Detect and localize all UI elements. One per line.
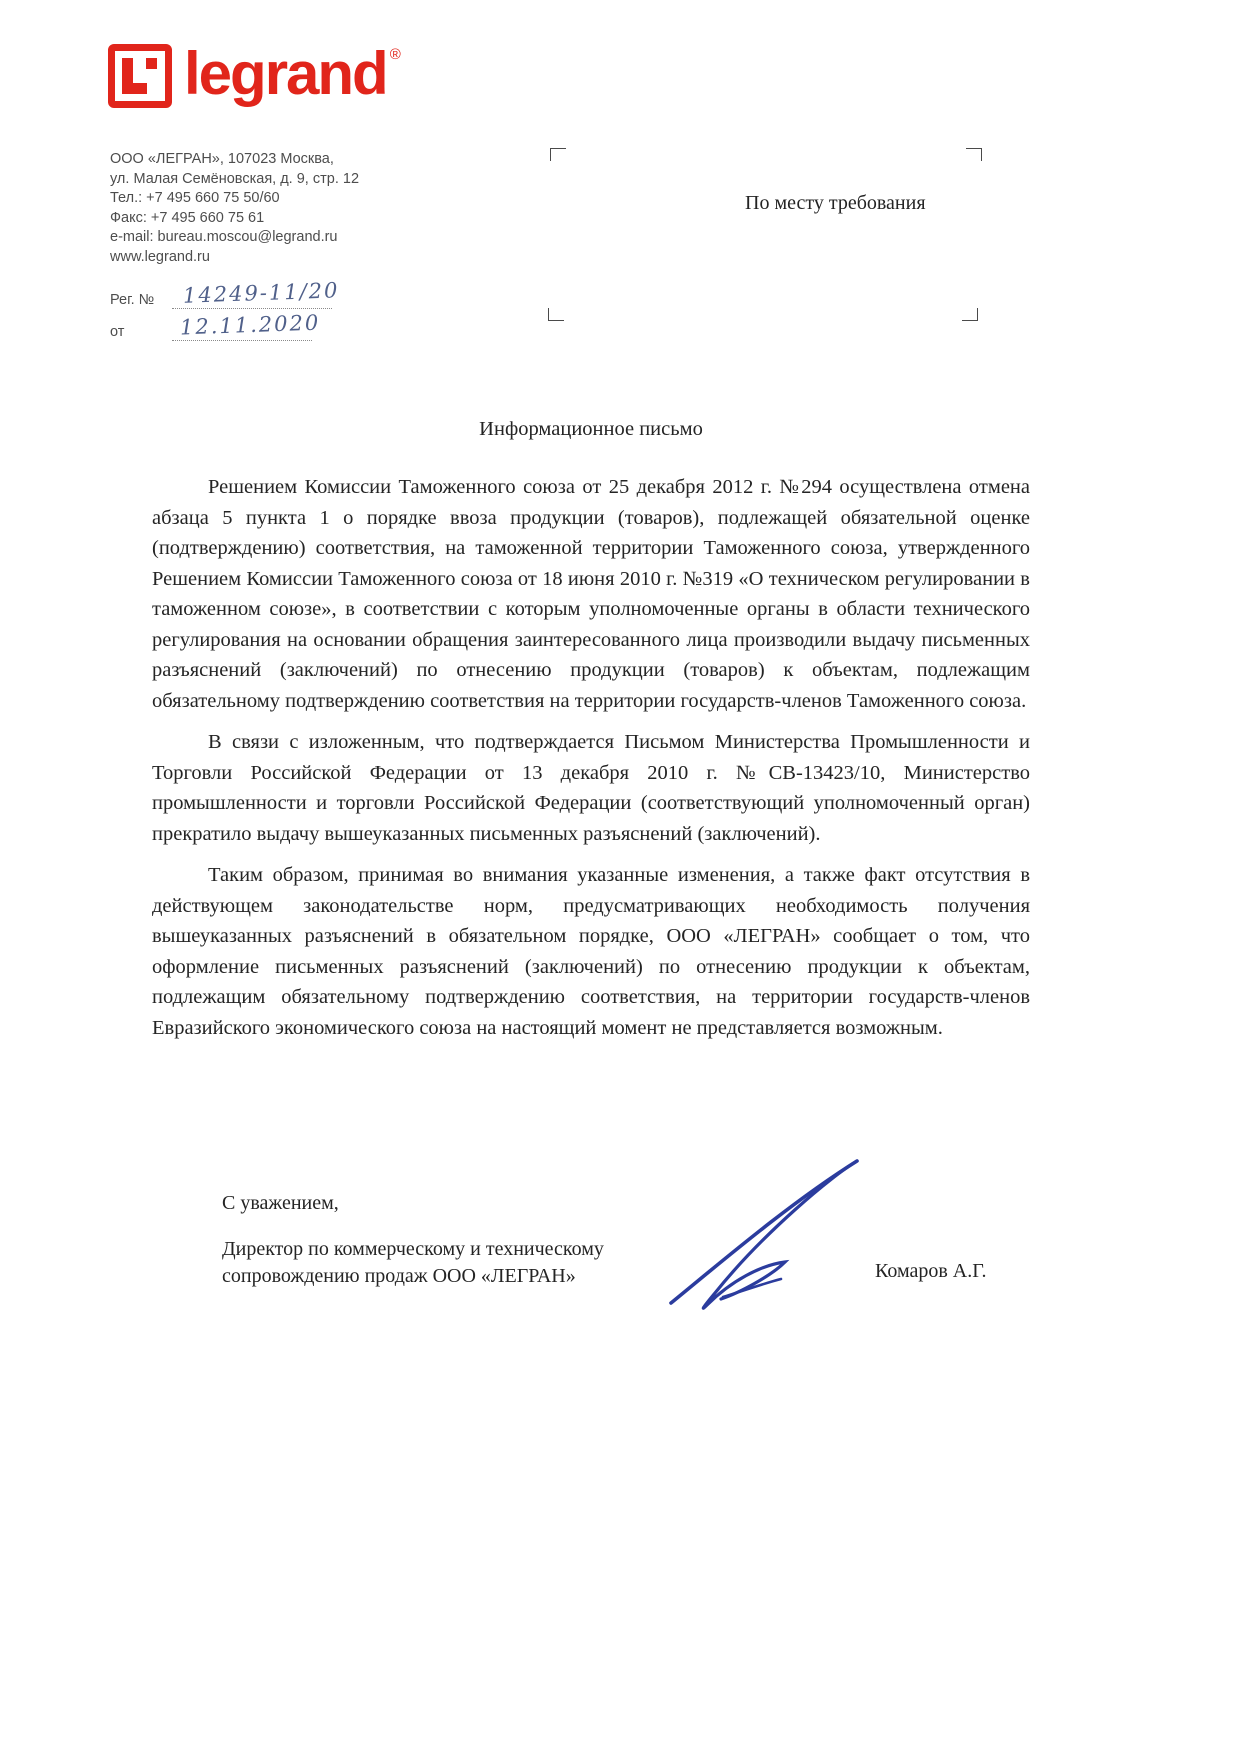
date-label: от xyxy=(110,324,125,340)
date-handwritten-value: 12.11.2020 xyxy=(179,310,321,340)
company-name-address: ООО «ЛЕГРАН», 107023 Москва, xyxy=(110,151,334,167)
company-street: ул. Малая Семёновская, д. 9, стр. 12 xyxy=(110,170,360,187)
signer-position-line-1: Директор по коммерческому и техническому xyxy=(222,1238,604,1260)
signer-position xyxy=(222,1236,604,1290)
address-window-corner-bottom-right xyxy=(962,308,978,321)
reg-number-line xyxy=(172,308,332,309)
logo-wordmark: legrand xyxy=(184,40,387,107)
letter-paragraph-3: Таким образом, принимая во внимания указанные изменения, а также факт отсутствия в действующем законодательстве норм, предусматривающих необходимость получения вышеуказанных разъяснений в обязательном порядке, ООО «ЛЕГРАН» сообщает о том, что оформление письменных разъяснений (заключений) по отнесению продукции к объектам, подлежащим обязательному подтверждению соответствия, на территории государств-членов Евразийского экономического союза на настоящий момент не представляется возможным. xyxy=(152,864,1030,1039)
letter-paragraph-2: В связи с изложенным, что подтверждается Письмом Министерства Промышленности и Торговли Российской Федерации от 13 декабря 2010 г. №СВ-13423/10, Министерство промышленности и торговли Российской Федерации (соответствующий уполномоченный орган) прекратило выдачу вышеуказанных письменных разъяснений (заключений). xyxy=(152,731,1030,845)
address-window-corner-top-left xyxy=(550,148,566,161)
signer-name: Комаров А.Г. xyxy=(875,1260,987,1282)
signer-position-line-2: сопровождению продаж ООО «ЛЕГРАН» xyxy=(222,1265,576,1287)
legrand-logo-icon xyxy=(108,44,172,108)
reg-number-handwritten-value: 14249-11/20 xyxy=(182,278,340,308)
legrand-logo xyxy=(108,40,401,108)
letter-body xyxy=(152,472,1030,1054)
company-fax: Факс: +7 495 660 75 61 xyxy=(110,209,265,226)
handwritten-signature xyxy=(635,1145,885,1325)
reg-number-label: Рег. № xyxy=(110,292,155,308)
letter-title: Информационное письмо xyxy=(479,418,703,440)
registered-trademark-symbol: ® xyxy=(389,46,401,63)
salutation: С уважением, xyxy=(222,1192,339,1214)
logo-l-foot xyxy=(122,83,147,94)
address-window-corner-bottom-left xyxy=(548,308,564,321)
company-website: www.legrand.ru xyxy=(110,248,210,265)
recipient-note: По месту требования xyxy=(745,192,926,214)
letter-paragraph-1: Решением Комиссии Таможенного союза от 25 декабря 2012 г. №294 осуществлена отмена абзаца 5 пункта 1 о порядке ввоза продукции (товаров), подлежащей обязательной оценке (подтверждению) соответствия, на таможенной территории Таможенного союза, утвержденного Решением Комиссии Таможенного союза от 18 июня 2010 г. №319 «О техническом регулировании в таможенном союзе», в соответствии с которым уполномоченные органы в области технического регулирования на основании обращения заинтересованного лица производили выдачу письменных разъяснений (заключений) по отнесению продукции (товаров) к объектам, подлежащим обязательному подтверждению соответствия на территории государств-членов Таможенного союза. xyxy=(152,476,1030,712)
logo-dot xyxy=(146,58,157,69)
company-phone: Тел.: +7 495 660 75 50/60 xyxy=(110,190,280,206)
company-email: e-mail: bureau.moscou@legrand.ru xyxy=(110,229,338,245)
company-info xyxy=(110,150,359,267)
address-window-corner-top-right xyxy=(966,148,982,161)
date-line xyxy=(172,340,312,341)
